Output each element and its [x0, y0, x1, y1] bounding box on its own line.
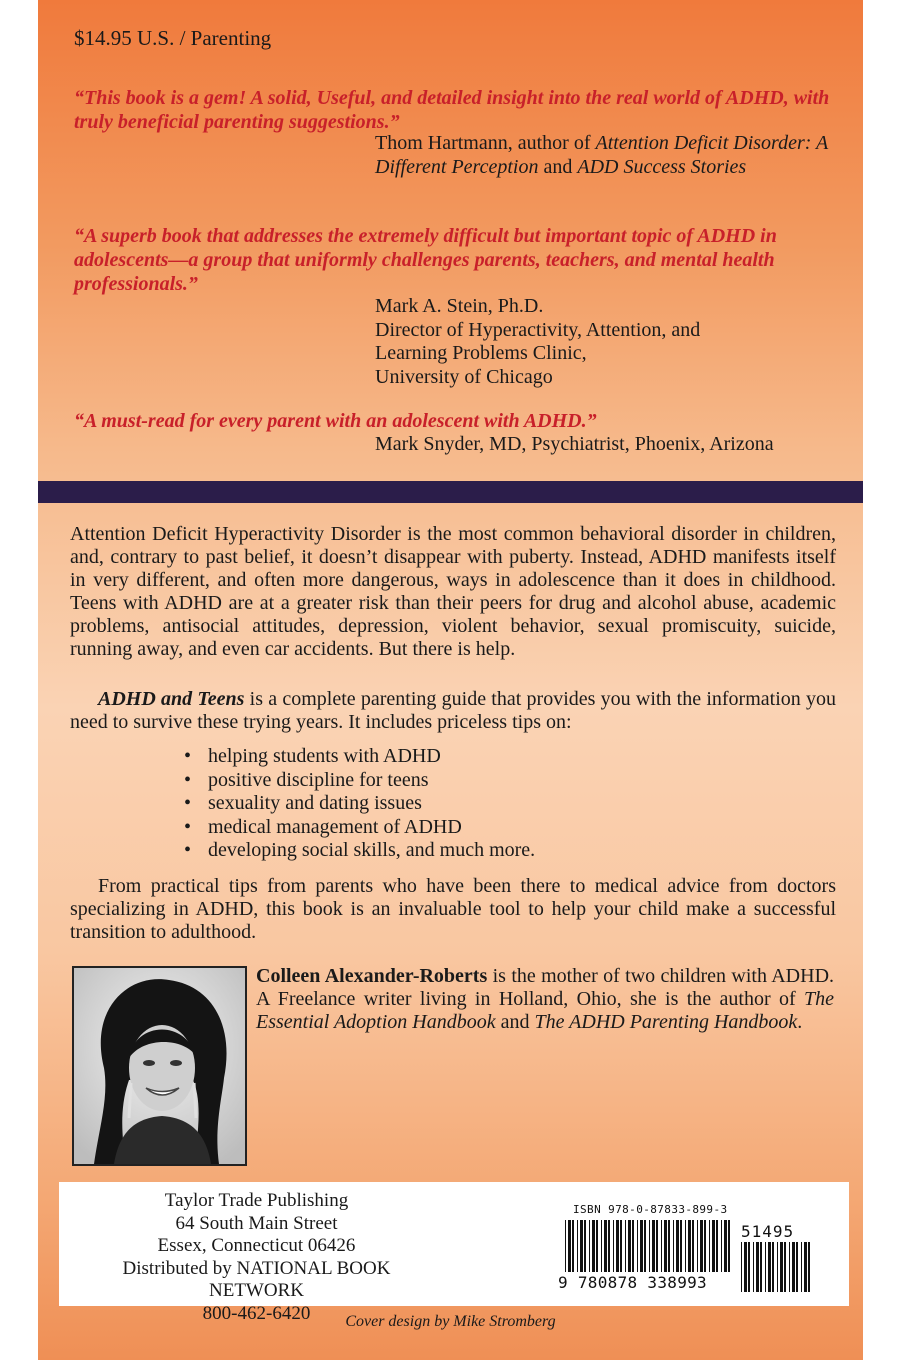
barcode-bar [728, 1220, 730, 1272]
barcode-bar [709, 1220, 710, 1272]
barcode-bar [768, 1242, 771, 1292]
barcode-bar [652, 1220, 655, 1272]
author-name: Colleen Alexander-Roberts [256, 965, 488, 987]
barcode-bar [712, 1220, 715, 1272]
barcode-bar [584, 1220, 586, 1272]
barcode-bar [680, 1220, 682, 1272]
description-paragraph-2: ADHD and Teens is a complete parenting guide that provides you with the information you need to survive these trying years. It includes priceless tips on: [70, 688, 836, 733]
quote-hartmann: “This book is a gem! A solid, Useful, and detailed insight into the real world of ADHD, with truly beneficial parenting suggestions.” [74, 87, 830, 133]
barcode-bar [628, 1220, 631, 1272]
barcode-bar [724, 1220, 727, 1272]
author-photo [72, 966, 247, 1166]
attribution-stein: Mark A. Stein, Ph.D. Director of Hyperactivity, Attention, and Learning Problems Clinic, University of Chicago [375, 295, 701, 388]
barcode-bar [608, 1220, 610, 1272]
barcode-icon [565, 1220, 730, 1272]
barcode-bar [640, 1220, 643, 1272]
barcode-bar [748, 1242, 750, 1292]
list-item: • helping students with ADHD [178, 745, 535, 769]
barcode-bar [784, 1242, 786, 1292]
barcode-bar [589, 1220, 590, 1272]
barcode-bar [644, 1220, 646, 1272]
barcode-bar [801, 1242, 802, 1292]
barcode-bar [592, 1220, 595, 1272]
barcode-bar [697, 1220, 698, 1272]
barcode-bar [676, 1220, 679, 1272]
barcode-bar [789, 1242, 790, 1292]
barcode-bar [568, 1220, 571, 1272]
tips-list [178, 745, 535, 863]
isbn-label: ISBN 978-0-87833-899-3 [573, 1203, 728, 1216]
isbn-digits: 9 780878 338993 [558, 1273, 707, 1292]
barcode-bar [753, 1242, 754, 1292]
barcode-bar [580, 1220, 583, 1272]
barcode-bar [632, 1220, 634, 1272]
barcode-bar [596, 1220, 598, 1272]
list-item: • medical management of ADHD [178, 816, 535, 840]
barcode-bar [808, 1242, 810, 1292]
barcode-addon-icon [741, 1242, 813, 1292]
barcode-bar [716, 1220, 718, 1272]
barcode-bar [637, 1220, 638, 1272]
barcode-bar [577, 1220, 578, 1272]
barcode-bar [804, 1242, 807, 1292]
list-item: • positive discipline for teens [178, 769, 535, 793]
book-back-cover [38, 0, 863, 1360]
barcode-bar [604, 1220, 607, 1272]
barcode-bar [688, 1220, 691, 1272]
attribution-snyder: Mark Snyder, MD, Psychiatrist, Phoenix, Arizona [375, 433, 774, 455]
barcode-bar [620, 1220, 622, 1272]
list-item: • developing social skills, and much more. [178, 839, 535, 863]
barcode-bar [649, 1220, 650, 1272]
barcode-bar [616, 1220, 619, 1272]
price-code: 51495 [741, 1222, 795, 1241]
author-bio: Colleen Alexander-Roberts is the mother of two children with ADHD. A Freelance writer living in Holland, Ohio, she is the author of The Essential Adoption Handbook and The ADHD Parenting Handbook. [256, 965, 835, 1033]
description-paragraph-1: Attention Deficit Hyperactivity Disorder is the most common behavioral disorder in children, and, contrary to past belief, it doesn’t disappear with puberty. Instead, ADHD manifests itself in very different, and often more dangerous, ways in adolescence than it does in childhood. Teens with ADHD are at a greater risk than their peers for drug and alcohol abuse, academic problems, antisocial attitudes, depression, violent behavior, sexual promiscuity, suicide, running away, and even car accidents. But there is help. [70, 523, 836, 660]
barcode-bar [700, 1220, 703, 1272]
attribution-hartmann: Thom Hartmann, author of Attention Deficit Disorder: A Different Perception and ADD Success Stories [375, 132, 828, 178]
barcode-bar [565, 1220, 566, 1272]
barcode-bar [664, 1220, 667, 1272]
barcode-bar [704, 1220, 706, 1272]
barcode-bar [765, 1242, 766, 1292]
barcode-bar [796, 1242, 798, 1292]
list-item: • sexuality and dating issues [178, 792, 535, 816]
barcode-bar [777, 1242, 778, 1292]
barcode-bar [692, 1220, 694, 1272]
barcode-bar [780, 1242, 783, 1292]
book-title: ADHD and Teens [98, 688, 245, 710]
quote-snyder: “A must-read for every parent with an adolescent with ADHD.” [74, 410, 597, 432]
barcode-bar [685, 1220, 686, 1272]
description-paragraph-3: From practical tips from parents who have been there to medical advice from doctors specializing in ADHD, this book is an invaluable tool to help your child make a successful transition to adulthood. [70, 875, 836, 943]
publisher-info: Taylor Trade Publishing 64 South Main Street Essex, Connecticut 06426 Distributed by NATIONAL BOOK NETWORK 800-462-6420 [122, 1190, 391, 1324]
barcode-bar [572, 1220, 574, 1272]
barcode-bar [601, 1220, 602, 1272]
quote-stein: “A superb book that addresses the extremely difficult but important topic of ADHD in adolescents—a group that uniformly challenges parents, teachers, and mental health professionals.” [74, 225, 777, 295]
barcode-bar [792, 1242, 795, 1292]
cover-credit: Cover design by Mike Stromberg [345, 1313, 556, 1330]
barcode-bar [661, 1220, 662, 1272]
barcode-bar [772, 1242, 774, 1292]
barcode-bar [625, 1220, 626, 1272]
barcode-bar [744, 1242, 747, 1292]
barcode-bar [741, 1242, 742, 1292]
barcode-bar [673, 1220, 674, 1272]
divider-band [38, 481, 863, 503]
price-category: $14.95 U.S. / Parenting [74, 26, 272, 50]
barcode-bar [668, 1220, 670, 1272]
barcode-bar [721, 1220, 722, 1272]
barcode-bar [760, 1242, 762, 1292]
barcode-bar [613, 1220, 614, 1272]
barcode-bar [756, 1242, 759, 1292]
barcode-bar [656, 1220, 658, 1272]
